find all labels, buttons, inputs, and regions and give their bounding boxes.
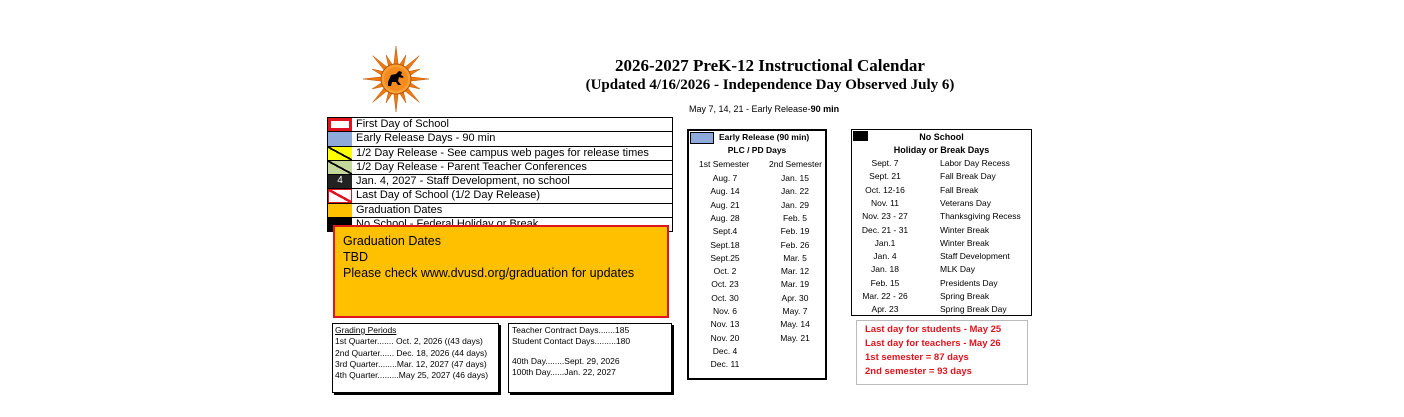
first-semester-date: Sept.18	[710, 239, 740, 250]
holiday-name: Thanksgiving Recess	[940, 211, 1021, 222]
legend-item-early-release	[327, 131, 673, 145]
legend-label: Graduation Dates	[356, 203, 443, 216]
last-day-teachers: Last day for teachers - May 26	[865, 338, 1001, 349]
holiday-heading: Holiday or Break Days	[893, 145, 990, 155]
first-semester-date: Aug. 21	[710, 199, 740, 210]
last-day-swatch	[328, 189, 352, 202]
holiday-date: Nov. 11	[870, 197, 900, 208]
student-contact-days: Student Contact Days.........180	[512, 336, 631, 347]
legend-label: 1/2 Day Release - Parent Teacher Conferences	[356, 160, 587, 173]
first-semester-days: 1st semester = 87 days	[865, 352, 969, 363]
sun-ray	[410, 77, 429, 81]
half-day-campus-swatch	[328, 147, 352, 160]
holiday-name: Fall Break	[940, 184, 979, 195]
first-semester-date: Oct. 2	[713, 266, 737, 277]
legend-label: 1/2 Day Release - See campus web pages for release times	[356, 146, 649, 159]
first-semester-date: Nov. 20	[710, 332, 740, 343]
sun-logo-icon	[361, 44, 431, 114]
legend-item-graduation	[327, 203, 673, 217]
legend-item-half-day-ptc	[327, 160, 673, 174]
staff-dev-swatch: 4	[328, 175, 352, 188]
second-semester-header: 2nd Semester	[769, 159, 822, 169]
graduation-link-text: Please check www.dvusd.org/graduation for updates	[343, 266, 635, 280]
early-release-swatch	[328, 132, 352, 145]
holiday-name: Labor Day Recess	[940, 158, 1010, 168]
note-bold-text: 90 min	[810, 104, 840, 114]
first-semester-date: Dec. 4	[712, 345, 738, 356]
graduation-box	[333, 225, 669, 318]
holiday-name: Spring Break	[940, 291, 990, 301]
holiday-name: Fall Break Day	[940, 171, 996, 182]
first-day-swatch	[328, 118, 352, 131]
last-day-students: Last day for students - May 25	[865, 324, 1002, 335]
legend	[327, 117, 673, 232]
legend-item-half-day-campus	[327, 146, 673, 160]
holiday-date: Nov. 23 - 27	[862, 211, 908, 222]
holiday-name: Winter Break	[940, 237, 990, 248]
holiday-date: Jan. 18	[871, 264, 899, 275]
graduation-tbd: TBD	[343, 250, 368, 264]
first-semester-date: Oct. 30	[711, 292, 739, 303]
holiday-date: Jan. 4	[873, 251, 897, 262]
second-semester-date: Jan. 29	[781, 199, 809, 210]
first-semester-date: Nov. 13	[710, 319, 740, 330]
sun-ray	[363, 77, 382, 81]
grading-title: Grading Periods	[335, 325, 397, 335]
first-semester-date: Dec. 11	[710, 359, 740, 370]
early-release-note	[689, 104, 839, 114]
holiday-date: Sept. 21	[869, 171, 901, 182]
second-semester-date: Mar. 5	[783, 252, 807, 263]
second-semester-date: May. 21	[780, 332, 810, 343]
first-semester-date: Nov. 6	[713, 306, 737, 316]
grading-row: 4th Quarter.........May 25, 2027 (46 days)	[335, 370, 489, 381]
holiday-date: Oct. 12-16	[865, 184, 905, 195]
holiday-date: Mar. 22 - 26	[862, 291, 908, 301]
note-text: May 7, 14, 21 - Early Release-	[689, 104, 811, 114]
second-semester-date: May. 7	[782, 306, 808, 316]
holiday-name: MLK Day	[940, 264, 975, 275]
day-40: 40th Day........Sept. 29, 2026	[512, 355, 620, 366]
grading-row: 3rd Quarter........Mar. 12, 2027 (47 days)	[335, 358, 487, 369]
holiday-date: Jan.1	[874, 237, 896, 248]
last-days-box	[856, 320, 1028, 385]
holiday-name: Spring Break Day	[940, 304, 1007, 315]
first-semester-header: 1st Semester	[699, 159, 750, 169]
graduation-swatch	[328, 204, 352, 217]
graduation-heading: Graduation Dates	[343, 234, 441, 248]
day-100: 100th Day......Jan. 22, 2027	[512, 366, 616, 377]
early-release-box	[687, 129, 827, 380]
plc-pd-heading: PLC / PD Days	[727, 145, 787, 155]
legend-label: First Day of School	[356, 118, 449, 130]
half-day-ptc-swatch	[328, 161, 352, 174]
page-subtitle: (Updated 4/16/2026 - Independence Day Observed July 6)	[585, 77, 955, 93]
grading-periods-box	[332, 323, 499, 393]
sun-ray	[394, 93, 398, 112]
page-title: 2026-2027 PreK-12 Instructional Calendar	[615, 56, 925, 75]
second-semester-days: 2nd semester = 93 days	[865, 366, 972, 377]
first-semester-date: Aug. 7	[712, 173, 738, 183]
grading-row: 1st Quarter....... Oct. 2, 2026 ((43 days)	[335, 336, 483, 347]
no-school-box	[851, 129, 1032, 316]
holiday-date: Sept. 7	[871, 158, 899, 168]
legend-item-staff-dev	[327, 174, 673, 188]
holiday-date: Apr. 23	[871, 304, 899, 315]
second-semester-date: Feb. 26	[780, 239, 810, 250]
second-semester-date: Feb. 19	[780, 226, 810, 237]
early-release-heading: Early Release (90 min)	[719, 132, 810, 142]
second-semester-date: Mar. 19	[780, 279, 810, 290]
second-semester-date: Jan. 22	[781, 186, 809, 197]
no-school-heading: No School	[919, 132, 964, 142]
first-semester-date: Sept.25	[710, 252, 740, 263]
second-semester-date: Mar. 12	[780, 266, 810, 277]
holiday-name: Presidents Day	[940, 277, 998, 288]
contract-days-box	[508, 323, 672, 393]
legend-item-first-day	[327, 117, 673, 131]
legend-label: Last Day of School (1/2 Day Release)	[356, 189, 541, 202]
early-release-box-swatch	[690, 132, 714, 144]
holiday-name: Staff Development	[940, 251, 1010, 262]
holiday-name: Winter Break	[940, 224, 990, 235]
holiday-name: Veterans Day	[940, 197, 992, 208]
second-semester-date: Apr. 30	[781, 292, 809, 303]
grading-row: 2nd Quarter...... Dec. 18, 2026 (44 days)	[335, 347, 488, 358]
holiday-date: Feb. 15	[870, 277, 900, 288]
holiday-date: Dec. 21 - 31	[861, 224, 909, 235]
legend-label: Jan. 4, 2027 - Staff Development, no school	[356, 175, 570, 188]
first-semester-date: Oct. 23	[711, 279, 739, 290]
second-semester-date: Jan. 15	[781, 173, 809, 183]
sun-ray	[394, 46, 398, 65]
first-semester-date: Sept.4	[712, 226, 738, 237]
second-semester-date: May. 14	[780, 319, 810, 330]
legend-label: Early Release Days - 90 min	[356, 132, 496, 145]
teacher-contract-days: Teacher Contract Days.......185	[512, 325, 630, 335]
first-semester-date: Aug. 14	[710, 186, 740, 197]
second-semester-date: Feb. 5	[782, 212, 808, 223]
first-semester-date: Aug. 28	[710, 212, 740, 223]
legend-item-last-day	[327, 188, 673, 202]
